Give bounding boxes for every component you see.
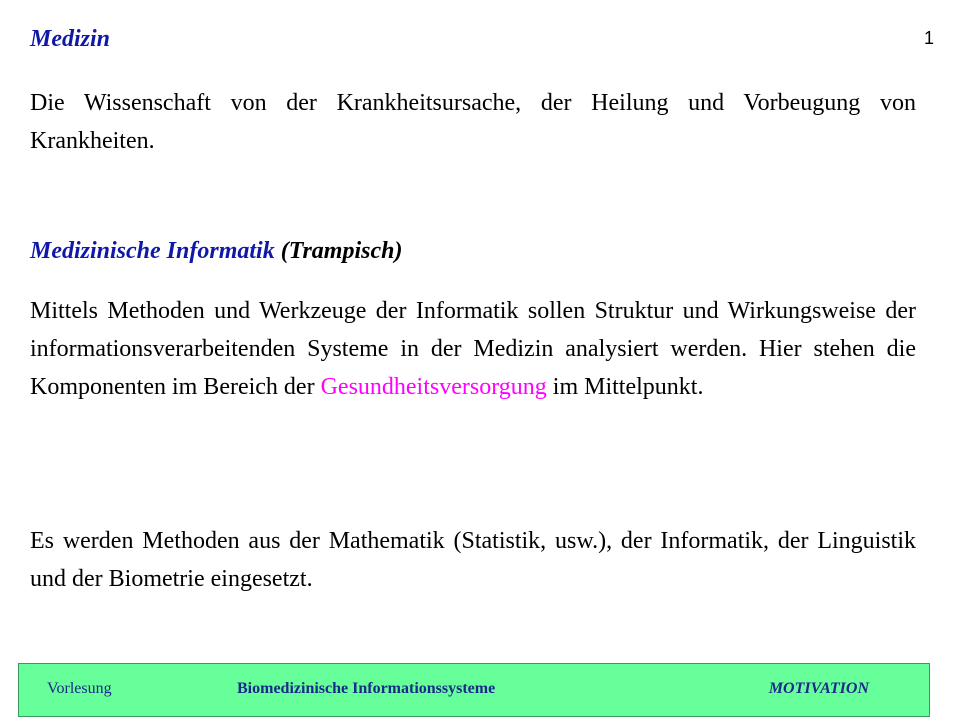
footer-chapter: MOTIVATION <box>768 680 869 697</box>
medinfo-text-before: Mittels Methoden und Werkzeuge der Informatik sollen Struktur und Wirkungsweise der informationsverarbeitenden Systeme in der Medizin analysiert werden. Hier stehen die Komponenten im Bereich der <box>30 298 916 400</box>
medizin-title-text: Medizin <box>30 26 111 52</box>
slide-number: 1 <box>923 28 934 48</box>
footer-course-title: Biomedizinische Informationssysteme <box>237 680 496 697</box>
section-methods-text: Es werden Methoden aus der Mathematik (Statistik, usw.), der Informatik, der Linguistik und der Biometrie eingesetzt. <box>30 528 916 592</box>
section-medinfo-title <box>30 238 402 265</box>
highlight-term: Gesundheitsversorgung <box>320 374 547 400</box>
footer-label: Vorlesung <box>47 680 112 697</box>
section-medinfo-text <box>30 292 916 406</box>
medinfo-title-suffix: (Trampisch) <box>274 238 403 264</box>
medinfo-title-text: Medizinische Informatik <box>30 238 275 264</box>
medinfo-text-after: im Mittelpunkt. <box>546 374 704 400</box>
footer-bar <box>18 663 930 717</box>
section-medizin-text: Die Wissenschaft von der Krankheitsursache, der Heilung und Vorbeugung von Krankheiten. <box>30 90 916 154</box>
section-medizin-title <box>30 26 110 53</box>
